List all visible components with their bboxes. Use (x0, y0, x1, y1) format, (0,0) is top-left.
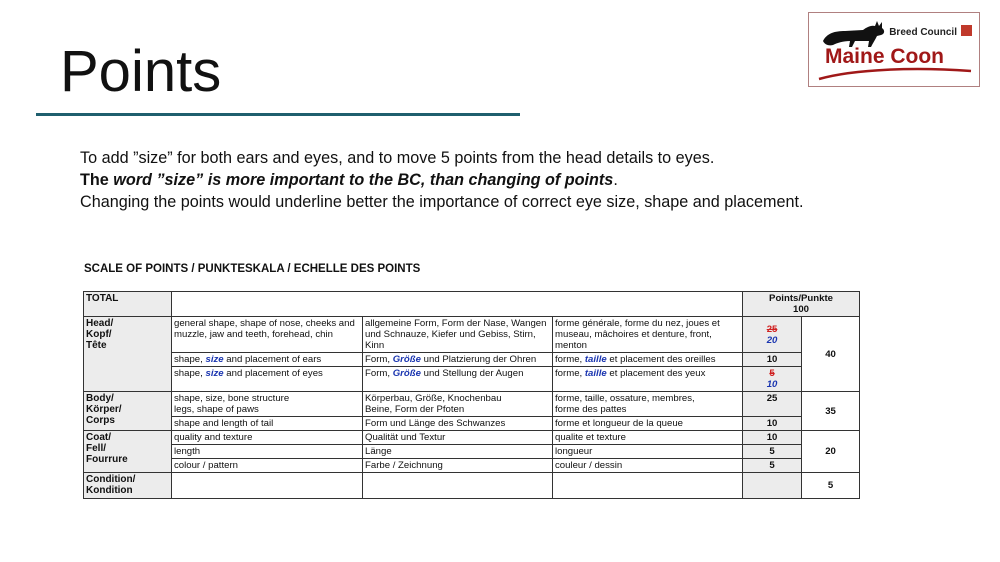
coat-length-fr: longueur (553, 445, 743, 459)
table-row (84, 392, 860, 417)
coat-colour-en: colour / pattern (172, 459, 363, 473)
table-row (84, 431, 860, 445)
body-category: Body/ Körper/ Corps (84, 392, 172, 431)
total-label: TOTAL (84, 292, 172, 317)
table-row (84, 459, 860, 473)
maine-coon-breed-council-logo (808, 12, 980, 87)
maine-coon-label: Maine Coon (825, 45, 944, 68)
proposal-line-2-end: . (613, 171, 618, 189)
coat-colour-fr: couleur / dessin (553, 459, 743, 473)
new-points-value: 10 (766, 379, 778, 390)
coat-quality-fr: qualite et texture (553, 431, 743, 445)
swoosh-icon (815, 63, 975, 83)
head-detail-de: allgemeine Form, Form der Nase, Wangen und Schnauze, Kiefer und Gebiss, Stirn, Kinn (363, 317, 553, 353)
body-detail-points: 25 (743, 392, 802, 417)
points-header-cell (743, 292, 860, 317)
table-row (84, 473, 860, 499)
coat-quality-de: Qualität und Textur (363, 431, 553, 445)
table-row (84, 292, 860, 317)
eyes-fr: forme, taille et placement des yeux (553, 367, 743, 392)
old-points-value: 25 (766, 323, 778, 335)
tail-fr: forme et longueur de la queue (553, 417, 743, 431)
tail-de: Form und Länge des Schwanzes (363, 417, 553, 431)
proposal-line-2-start: The (80, 171, 114, 189)
head-category: Head/ Kopf/ Tête (84, 317, 172, 392)
ears-en: shape, size and placement of ears (172, 353, 363, 367)
ears-points: 10 (743, 353, 802, 367)
body-sum: 35 (802, 392, 860, 431)
coat-colour-de: Farbe / Zeichnung (363, 459, 553, 473)
eyes-points (743, 367, 802, 392)
table-row (84, 417, 860, 431)
breed-council-mark-icon (961, 25, 972, 36)
coat-quality-points: 10 (743, 431, 802, 445)
proposal-text (80, 147, 803, 213)
title-underline (36, 113, 520, 116)
table-row (84, 317, 860, 353)
coat-quality-en: quality and texture (172, 431, 363, 445)
head-detail-points (743, 317, 802, 353)
body-detail-en: shape, size, bone structure legs, shape of paws (172, 392, 363, 417)
scale-of-points-table (83, 291, 860, 499)
ears-de: Form, Größe und Platzierung der Ohren (363, 353, 553, 367)
head-detail-en: general shape, shape of nose, cheeks and muzzle, jaw and teeth, forehead, chin (172, 317, 363, 353)
table-row (84, 445, 860, 459)
table-row (84, 353, 860, 367)
condition-sum: 5 (802, 473, 860, 499)
body-detail-fr: forme, taille, ossature, membres, forme des pattes (553, 392, 743, 417)
head-sum: 40 (802, 317, 860, 392)
body-detail-de: Körperbau, Größe, Knochenbau Beine, Form der Pfoten (363, 392, 553, 417)
eyes-de: Form, Größe und Stellung der Augen (363, 367, 553, 392)
coat-category: Coat/ Fell/ Fourrure (84, 431, 172, 473)
condition-category: Condition/ Kondition (84, 473, 172, 499)
tail-en: shape and length of tail (172, 417, 363, 431)
proposal-line-2 (80, 169, 803, 191)
ears-fr: forme, taille et placement des oreilles (553, 353, 743, 367)
head-detail-fr: forme générale, forme du nez, joues et museau, mâchoires et denture, front, menton (553, 317, 743, 353)
proposal-line-1: To add ”size” for both ears and eyes, and to move 5 points from the head details to eyes. (80, 149, 715, 167)
coat-sum: 20 (802, 431, 860, 473)
tail-points: 10 (743, 417, 802, 431)
points-total: 100 (793, 304, 810, 315)
scale-table-title: SCALE OF POINTS / PUNKTESKALA / ECHELLE DES POINTS (84, 263, 421, 275)
breed-council-label: Breed Council (889, 27, 957, 38)
new-points-value: 20 (766, 334, 778, 346)
coat-length-en: length (172, 445, 363, 459)
slide-title: Points (60, 39, 222, 104)
old-points-value: 5 (769, 368, 775, 379)
table-row (84, 367, 860, 392)
coat-length-de: Länge (363, 445, 553, 459)
proposal-line-3: Changing the points would underline better the importance of correct eye size, shape and placement. (80, 193, 804, 211)
coat-length-points: 5 (743, 445, 802, 459)
coat-colour-points: 5 (743, 459, 802, 473)
eyes-en: shape, size and placement of eyes (172, 367, 363, 392)
proposal-line-2-emphasis: word ”size” is more important to the BC, than changing of points (113, 171, 614, 189)
points-header: Points/Punkte (769, 293, 834, 304)
